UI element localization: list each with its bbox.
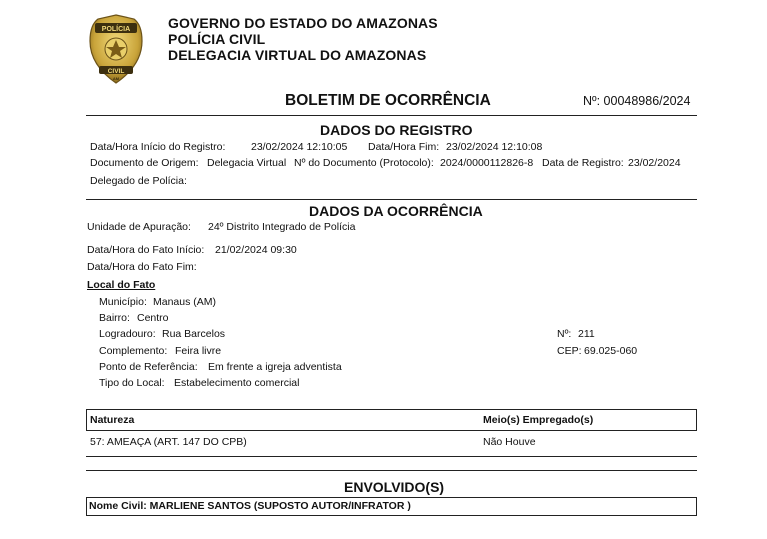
registro-delegado-label: Delegado de Polícia: bbox=[90, 175, 187, 187]
complemento-value: Feira livre bbox=[175, 345, 222, 357]
table-row-natureza: 57: AMEAÇA (ART. 147 DO CPB) bbox=[90, 436, 247, 448]
badge-small-text: AM bbox=[112, 76, 120, 81]
header-line-1: GOVERNO DO ESTADO DO AMAZONAS bbox=[168, 15, 438, 31]
registro-origem-value: Delegacia Virtual bbox=[207, 157, 287, 169]
municipio-label: Município: bbox=[99, 296, 147, 308]
header-line-3: DELEGACIA VIRTUAL DO AMAZONAS bbox=[168, 47, 427, 63]
registro-fim-value: 23/02/2024 12:10:08 bbox=[446, 141, 543, 153]
natureza-table-header bbox=[86, 409, 697, 431]
divider bbox=[86, 456, 697, 457]
registro-data-label: Data de Registro: bbox=[542, 157, 624, 169]
registro-inicio-label: Data/Hora Início do Registro: bbox=[90, 141, 226, 153]
numero-value: 211 bbox=[578, 328, 595, 340]
bairro-value: Centro bbox=[137, 312, 169, 324]
referencia-value: Em frente a igreja adventista bbox=[208, 361, 342, 373]
envolvido-box bbox=[86, 497, 697, 516]
unidade-value: 24º Distrito Integrado de Polícia bbox=[208, 221, 356, 233]
col-natureza-header: Natureza bbox=[90, 414, 135, 426]
header-line-2: POLÍCIA CIVIL bbox=[168, 31, 266, 47]
bairro-label: Bairro: bbox=[99, 312, 130, 324]
fato-inicio-value: 21/02/2024 09:30 bbox=[215, 244, 297, 256]
document-number: Nº: 00048986/2024 bbox=[583, 94, 691, 108]
envolvido-nome: Nome Civil: MARLIENE SANTOS (SUPOSTO AUTOR/INFRATOR ) bbox=[89, 500, 411, 512]
badge-top-text: POLÍCIA bbox=[101, 26, 131, 33]
divider bbox=[86, 199, 697, 200]
tipo-local-value: Estabelecimento comercial bbox=[174, 377, 300, 389]
logradouro-value: Rua Barcelos bbox=[162, 328, 226, 340]
logradouro-label: Logradouro: bbox=[99, 328, 156, 340]
complemento-label: Complemento: bbox=[99, 345, 168, 357]
registro-data-value: 23/02/2024 bbox=[628, 157, 681, 169]
police-badge-logo bbox=[88, 13, 144, 85]
cep-label: CEP: bbox=[557, 345, 582, 357]
section-heading-registro: DADOS DO REGISTRO bbox=[320, 122, 473, 138]
referencia-label: Ponto de Referência: bbox=[99, 361, 198, 373]
section-heading-envolvidos: ENVOLVIDO(S) bbox=[344, 479, 445, 495]
municipio-value: Manaus (AM) bbox=[153, 296, 217, 308]
table-row-meio: Não Houve bbox=[483, 436, 536, 448]
registro-inicio-value: 23/02/2024 12:10:05 bbox=[251, 141, 348, 153]
registro-fim-label: Data/Hora Fim: bbox=[368, 141, 440, 153]
registro-protocolo-value: 2024/0000112826-8 bbox=[440, 157, 534, 169]
registro-origem-label: Documento de Origem: bbox=[90, 157, 199, 169]
divider bbox=[86, 115, 697, 116]
document-title: BOLETIM DE OCORRÊNCIA bbox=[285, 92, 491, 109]
col-meio-header: Meio(s) Empregado(s) bbox=[483, 414, 594, 426]
badge-bottom-text: CIVIL bbox=[107, 68, 125, 75]
fato-fim-label: Data/Hora do Fato Fim: bbox=[87, 261, 197, 273]
numero-label: Nº: bbox=[557, 328, 572, 340]
fato-inicio-label: Data/Hora do Fato Início: bbox=[87, 244, 205, 256]
unidade-label: Unidade de Apuração: bbox=[87, 221, 191, 233]
divider bbox=[86, 470, 697, 471]
registro-protocolo-label: Nº do Documento (Protocolo): bbox=[294, 157, 434, 169]
tipo-local-label: Tipo do Local: bbox=[99, 377, 165, 389]
section-heading-ocorrencia: DADOS DA OCORRÊNCIA bbox=[309, 203, 483, 219]
local-heading: Local do Fato bbox=[87, 279, 156, 291]
cep-value: 69.025-060 bbox=[584, 345, 638, 357]
